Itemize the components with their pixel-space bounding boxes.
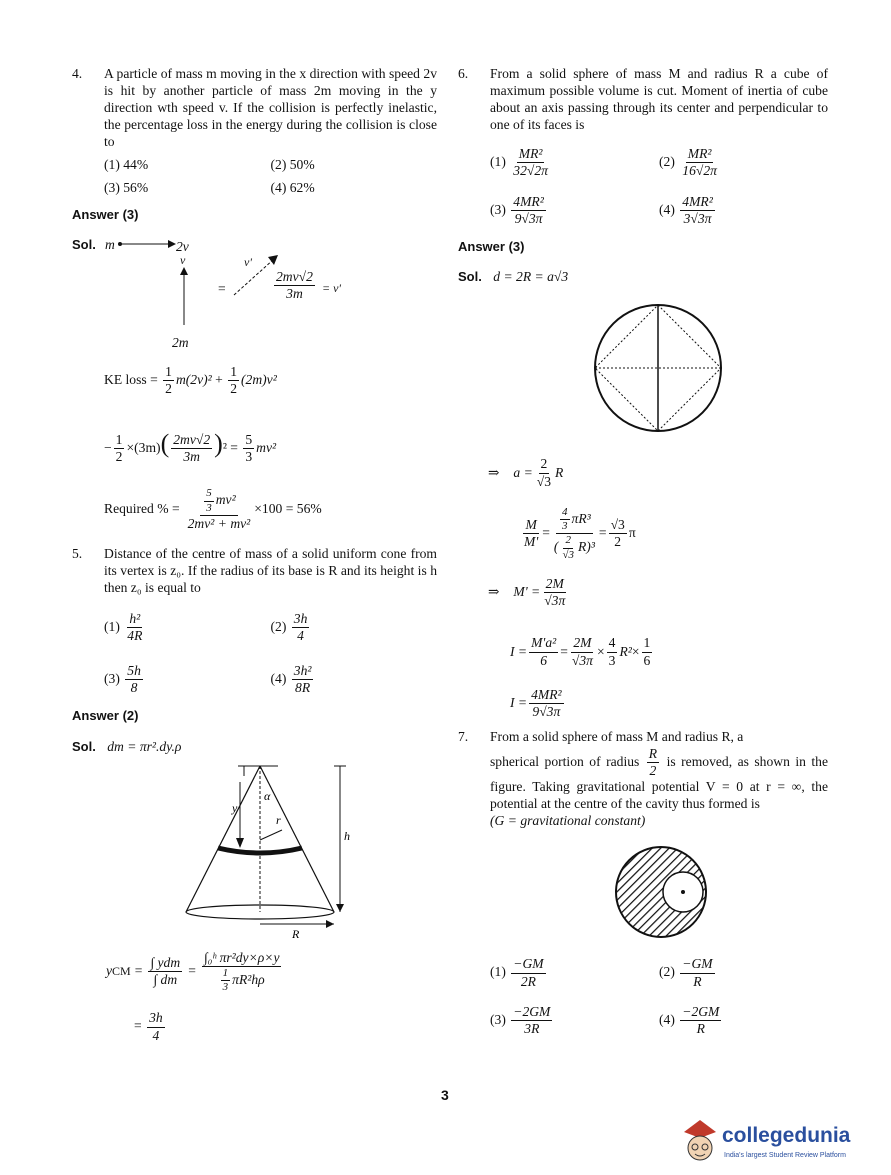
mass-label: m — [105, 237, 115, 253]
page-number: 3 — [441, 1087, 449, 1103]
ycm-equation: y CM = $\frac{\text{∫ ydm}}{\int dm}$ = ∫₀ʰ πr²dy×ρ×y $\frac{1}{3}$ πR²hρ — [106, 949, 280, 994]
answer-q4: Answer (3) — [72, 206, 139, 222]
r-label: r — [276, 812, 281, 827]
question-text: From a solid sphere of mass M and radius R a cube of maximum possible volume is cut. Moment of inertia of cube about an axis passing through its center and perpendicular to one of its faces is — [490, 66, 828, 132]
vprime-label: v' — [244, 255, 252, 270]
inertia-result: I = $\frac{\text{4MR²}}{9√3\pi}$ — [510, 687, 562, 720]
collegedunia-logo[interactable] — [680, 1118, 870, 1168]
inertia-equation: I = $\frac{\text{M'a²}}{6}$ = $\frac{2M}{√3\pi}$ × $\frac{4}{3}$ R² × $\frac{1}{6}$ — [510, 635, 651, 668]
y-label: y — [232, 800, 238, 815]
question-number: 5. — [72, 546, 83, 562]
option-2[interactable]: (2) 50% — [270, 156, 315, 172]
option-4[interactable]: (4) $\frac{-2GM}{R}$ — [659, 1003, 720, 1037]
option-1[interactable]: (1) $\frac{\text{h²}}{4R}$ — [104, 611, 143, 644]
right-column — [458, 66, 828, 1037]
question-number: 4. — [72, 66, 83, 81]
left-column — [72, 66, 437, 1044]
question-text: From a solid sphere of mass M and radius R, a spherical portion of radius $\frac{R}{2}$ is removed, as shown in the figure. Taking gravitational potential V = 0 at r = ∞, the potential at the centre of the cavity thus formed is (G = gravitational constant) — [490, 728, 828, 829]
question-number: 7. — [458, 728, 469, 744]
option-4[interactable]: (4) 62% — [270, 179, 315, 195]
brand-name: collegedunia — [722, 1124, 851, 1147]
question-7 — [458, 729, 828, 831]
option-1[interactable]: (1) $\frac{-GM}{2R}$ — [490, 956, 544, 989]
option-3[interactable]: (3) $\frac{5h}{8}$ — [104, 662, 141, 696]
option-4[interactable]: (4) $\frac{\text{3h²}}{8R}$ — [270, 662, 312, 696]
options-q4 — [104, 157, 437, 197]
option-2[interactable]: (2) $\frac{3h}{4}$ — [270, 611, 308, 644]
brand-tagline: India's largest Student Review Platform — [724, 1152, 846, 1159]
mass-ratio-equation: $\frac{M}{M'}$ = $\frac{4}{3}$ πR³ ( $\frac{2}{√3}$ R)³ = $\frac{√3}{2}$ π — [524, 506, 636, 561]
v-label: v — [180, 253, 186, 268]
mprime-equation: ⇒ M' = $\frac{2M}{√3\pi}$ — [488, 575, 566, 609]
question-6 — [458, 66, 828, 134]
option-1[interactable]: (1) 44% — [104, 156, 149, 172]
question-text: A particle of mass m moving in the x direction with speed 2v is hit by another particle of mass 2m moving in the y direction wth speed v. If the collision is perfectly inelastic, the percentage loss in the energy during the collision is close to — [104, 66, 437, 149]
question-number: 6. — [458, 66, 469, 81]
option-1[interactable]: (1) $\frac{\text{MR²}}{32√2\pi}$ — [490, 145, 548, 179]
alpha-label: α — [264, 788, 271, 803]
R-label: R — [292, 926, 300, 941]
options-q5 — [104, 611, 437, 696]
answer-q6: Answer (3) — [458, 239, 525, 255]
h-label: h — [344, 828, 350, 843]
q5-sol-line: Sol. dm = πr².dy.ρ — [72, 738, 182, 754]
q6-sol-line: Sol. d = 2R = a√3 — [458, 269, 569, 285]
ke-loss-eq: KE loss = $\frac{1}{2}$ m(2v)² + $\frac{1}{2}$ (2m)v² — [104, 364, 277, 397]
option-3[interactable]: (3) $\frac{\text{4MR²}}{9√3\pi}$ — [490, 193, 544, 226]
required-percent: Required % = $\frac{5}{3}$ mv² 2mv² + mv² ×100 = 56% — [104, 487, 322, 531]
diagonal-arrow — [230, 253, 280, 299]
option-4[interactable]: (4) $\frac{\text{4MR²}}{3√3\pi}$ — [659, 193, 713, 226]
option-2[interactable]: (2) $\frac{\text{MR²}}{16√2\pi}$ — [659, 145, 717, 179]
q4-solution-diagram: Sol. m 2v v 2m = v' $\frac{2mv√2}{3m}$ = v' — [72, 237, 341, 351]
options-q6 — [490, 146, 828, 227]
options-q7 — [490, 956, 828, 1037]
question-4 — [72, 66, 437, 151]
ycm-result: = $\frac{3h}{4}$ — [134, 1010, 163, 1043]
speed-label: 2v — [176, 239, 189, 255]
option-3[interactable]: (3) 56% — [104, 179, 149, 195]
answer-q5: Answer (2) — [72, 708, 139, 724]
question-5 — [72, 546, 437, 597]
mascot-icon — [680, 1118, 720, 1166]
ke-loss-eq-2: − $\frac{1}{2}$ ×(3m)( $\frac{2mv√2}{3m}$ )² = $\frac{5}{3}$ mv² — [104, 428, 277, 465]
question-text: Distance of the centre of mass of a solid uniform cone from its vertex is z₀. If the radius of its base is R and its height is h then z₀ is equal to — [104, 546, 437, 596]
vprime-fraction: $\frac{2mv√2}{3m}$ — [276, 269, 313, 302]
velocity-arrow — [116, 237, 176, 251]
sphere-cavity-diagram — [613, 844, 713, 944]
option-3[interactable]: (3) $\frac{-2GM}{3R}$ — [490, 1003, 551, 1037]
up-arrow — [178, 267, 190, 327]
option-2[interactable]: (2) $\frac{-GM}{R}$ — [659, 956, 713, 989]
cone-diagram — [172, 762, 472, 942]
mass2-label: 2m — [172, 335, 189, 351]
a-equation: ⇒ a = $\frac{2}{√3}$ R — [488, 456, 564, 489]
sol-label: Sol. — [72, 237, 96, 253]
sphere-cube-diagram — [588, 298, 728, 438]
